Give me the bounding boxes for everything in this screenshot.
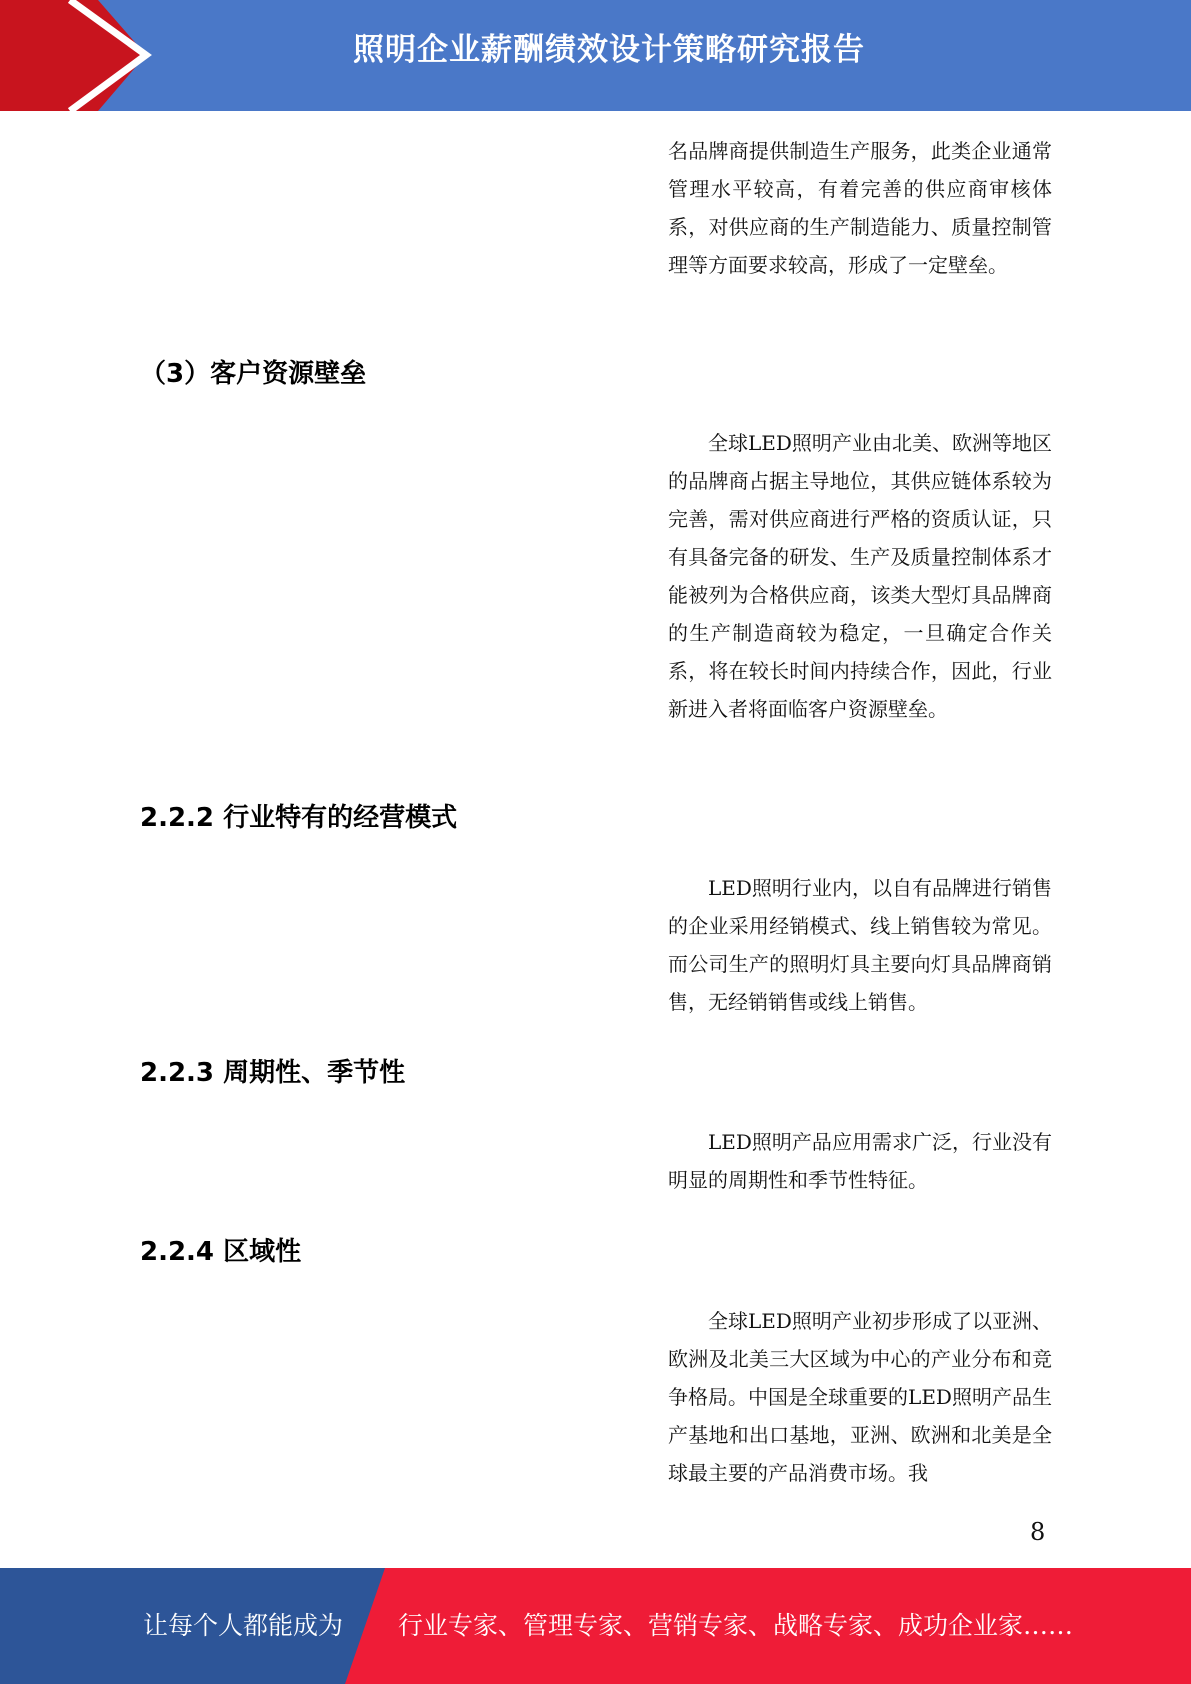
paragraph-2-2-4: 全球LED照明产业初步形成了以亚洲、欧洲及北美三大区域为中心的产业分布和竞争格局。中国是全球重要的LED照明产品生产基地和出口基地，亚洲、欧洲和北美是全球最主要的产品消费市场。我 — [668, 1309, 1052, 1485]
report-title: 照明企业薪酬绩效设计策略研究报告 — [353, 32, 865, 68]
heading-2-2-2: 2.2.2 行业特有的经营模式 — [140, 803, 458, 833]
paragraph-2-2-3: LED照明产品应用需求广泛，行业没有明显的周期性和季节性特征。 — [668, 1130, 1052, 1192]
footer-slogan-lead: 让每个人都能成为 — [143, 1611, 344, 1640]
heading-2-2-3: 2.2.3 周期性、季节性 — [140, 1058, 406, 1088]
footer-slogan-roles: 行业专家、管理专家、营销专家、战略专家、成功企业家…… — [398, 1611, 1074, 1640]
header-banner — [0, 0, 1191, 111]
paragraph-intro: 名品牌商提供制造生产服务，此类企业通常管理水平较高，有着完善的供应商审核体系，对供应商的生产制造能力、质量控制管理等方面要求较高，形成了一定壁垒。 — [668, 139, 1052, 277]
heading-customer-barrier: （3）客户资源壁垒 — [140, 359, 367, 389]
paragraph-2-2-2: LED照明行业内，以自有品牌进行销售的企业采用经销模式、线上销售较为常见。而公司生产的照明灯具主要向灯具品牌商销售，无经销销售或线上销售。 — [668, 876, 1052, 1014]
paragraph-customer-barrier: 全球LED照明产业由北美、欧洲等地区的品牌商占据主导地位，其供应链体系较为完善，需对供应商进行严格的资质认证，只有具备完备的研发、生产及质量控制体系才能被列为合格供应商，该类大型灯具品牌商的生产制造商较为稳定，一旦确定合作关系，将在较长时间内持续合作，因此，行业新进入者将面临客户资源壁垒。 — [668, 431, 1052, 721]
heading-2-2-4: 2.2.4 区域性 — [140, 1237, 302, 1267]
footer-banner — [0, 1568, 1191, 1684]
page-number: 8 — [1030, 1518, 1046, 1546]
